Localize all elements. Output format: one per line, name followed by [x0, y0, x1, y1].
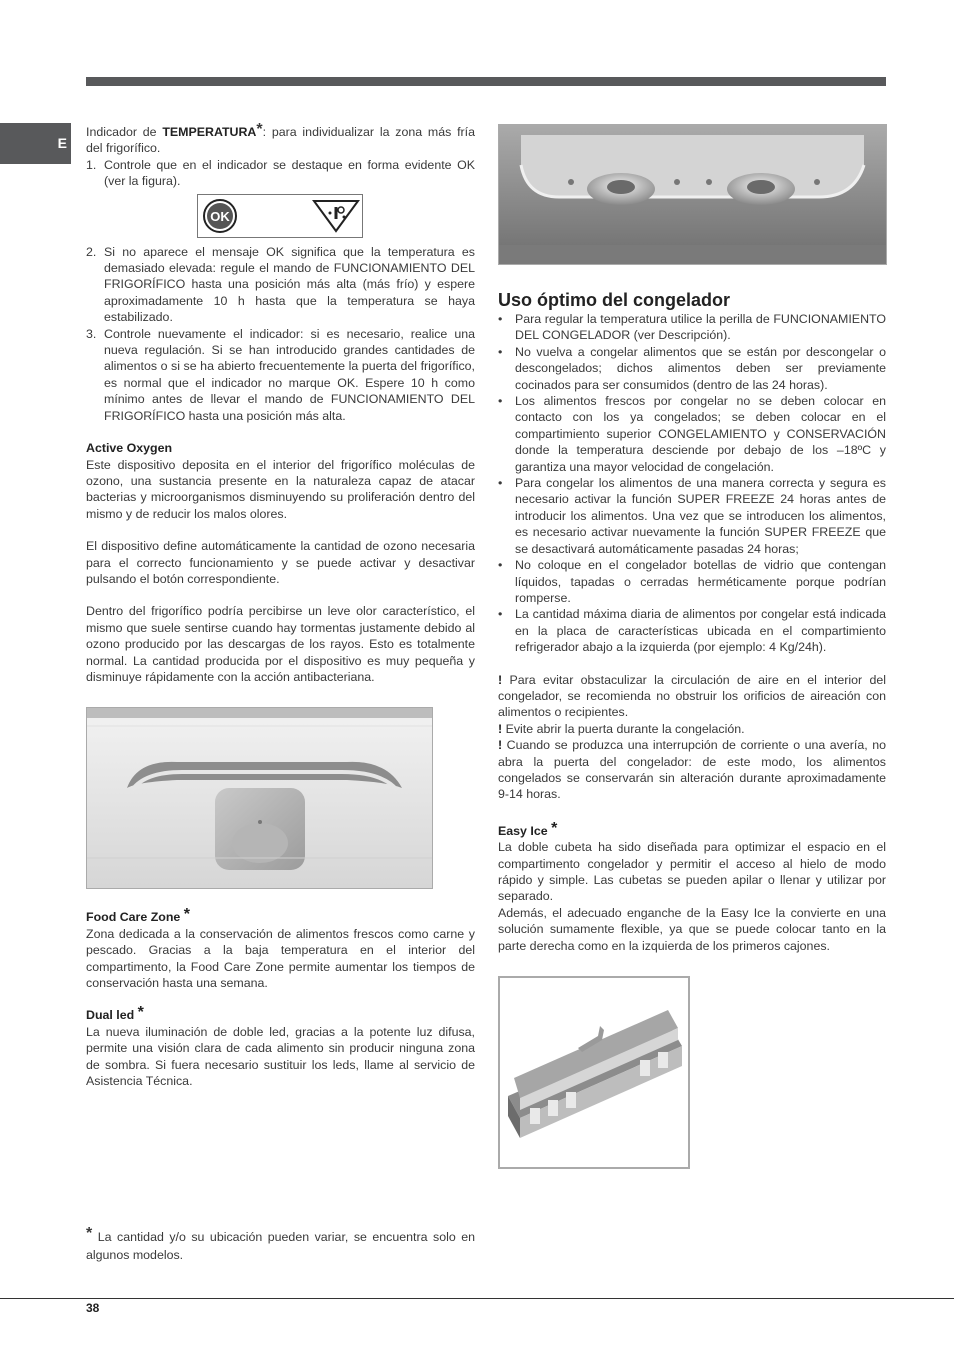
language-label: E — [57, 135, 67, 151]
right-column — [498, 124, 886, 1169]
step-number: 1. — [86, 157, 97, 172]
step-number: 2. — [86, 244, 97, 259]
bullet-item — [498, 311, 886, 344]
freezer-heading: Uso óptimo del congelador — [498, 290, 731, 310]
active-oxygen-paragraph-3: Dentro del frigorífico podría percibirse un leve olor característico, el mismo que suele sentirse cuando hay tormentas justamente debido al ozono producido por las descargas de los rayos. Esto es totalmente normal. La cantidad producida por el dispositivo es muy pequeña y disminuye rápidamente con la acción antibacteriana. — [86, 604, 475, 684]
warning-text: Evite abrir la puerta durante la congelación. — [505, 721, 745, 736]
bullet-mark: • — [498, 558, 503, 573]
warning-text: Para evitar obstaculizar la circulación de aire en el interior del congelador, se recomienda no obstruir los orificios de aireación con alimentos o recipientes. — [498, 672, 886, 720]
step-text: Controle nuevamente el indicador: si es necesario, realice una nueva regulación. Si se han introducido grandes cantidades de alimentos o si se ha abierto frecuentemente la puerta del frigorífico, es normal que el indicador no marque OK. Espere 10 h como mínimo antes de llevar el mando de FUNCIONAMIENTO DEL FRIGORÍFICO hasta una posición más alta. — [104, 326, 475, 423]
bullet-item — [498, 475, 886, 557]
step-text: Si no aparece el mensaje OK significa que la temperatura es demasiado elevada: regule el mando de FUNCIONAMIENTO DEL FRIGORÍFICO hasta una posición más alta (más frío) y espere aproximadamente 10 h hasta que la temperatura se haya estabilizado. — [104, 244, 475, 325]
warning-2 — [498, 721, 886, 737]
bullet-item — [498, 344, 886, 393]
language-tab — [0, 123, 71, 164]
bullet-text: No coloque en el congelador botellas de vidrio que contengan líquidos, tapadas o cerradas herméticamente porque podrían romperse. — [515, 558, 886, 605]
food-care-zone-drawing — [87, 708, 432, 888]
asterisk-mark: * — [256, 121, 263, 138]
bullet-item — [498, 393, 886, 475]
active-oxygen-paragraph-2: El dispositivo define automáticamente la cantidad de ozono necesaria para el correcto funcionamiento y se puede activar y desactivar pulsando el botón correspondiente. — [86, 539, 475, 586]
bullet-mark: • — [498, 394, 503, 409]
step-2 — [86, 244, 475, 326]
temperature-intro-prefix: Indicador de — [86, 125, 163, 139]
bullet-text: La cantidad máxima diaria de alimentos por congelar está indicada en la placa de características ubicada en el compartimiento refrigerador abajo a la izquierda (por ejemplo: 4 Kg/24h). — [515, 607, 886, 655]
step-text: Controle que en el indicador se destaque en forma evidente OK (ver la figura). — [104, 157, 475, 189]
ok-indicator-icon — [198, 195, 362, 237]
header-bar — [86, 77, 886, 86]
food-care-zone-image — [86, 707, 433, 889]
ok-label: OK — [210, 208, 230, 224]
left-column — [86, 121, 475, 1089]
freezer-lights-image — [498, 124, 887, 265]
food-care-zone-text: Zona dedicada a la conservación de alimentos frescos como carne y pescado. Gracias a la baja temperatura en el interior del compartimento, la Food Care Zone permite aumentar los tiempos de conservación hasta una semana. — [86, 926, 475, 990]
asterisk-mark: * — [551, 819, 558, 837]
food-care-zone-title — [86, 906, 475, 925]
warning-mark: ! — [498, 738, 503, 753]
bullet-text: Para congelar los alimentos de una manera correcta y segura es necesario activar la función SUPER FREEZE 24 horas antes de introducir los alimentos. Una vez que se introducen los alimentos, es necesario activar nuevamente la función SUPER FREEZE que se desactivará automáticamente pasadas 24 horas; — [515, 476, 886, 556]
footnote-text: La cantidad y/o su ubicación pueden variar, se encuentra solo en algunos modelos. — [86, 1230, 475, 1262]
page-number: 38 — [86, 1301, 100, 1315]
ok-indicator-figure — [197, 194, 363, 238]
warning-mark: ! — [498, 721, 503, 736]
warning-text: Cuando se produzca una interrupción de corriente o una avería, no abra la puerta del congelador: de este modo, los alimentos congelados se conservarán sin alteración durante aproximadamente 9-14 horas. — [498, 738, 886, 802]
dual-led-text: La nueva iluminación de doble led, gracias a la potente luz difusa, permite una visión clara de cada alimento sin producir ninguna zona de sombra. Si fuera necesario sustituir los leds, llame al servicio de Asistencia Técnica. — [86, 1024, 475, 1089]
footer-rule — [0, 1298, 954, 1299]
bullet-mark: • — [498, 607, 503, 622]
bullet-item — [498, 606, 886, 655]
warning-1 — [498, 672, 886, 721]
dual-led-title-text: Dual led — [86, 1008, 135, 1023]
easy-ice-paragraph-2: Además, el adecuado enganche de la Easy Ice la convierte en una solución sumamente flexible, ya que se puede colocar tanto en la parte derecha como en la izquierda de los primeros cajones. — [498, 905, 886, 953]
bullet-item — [498, 557, 886, 606]
asterisk-mark: * — [86, 1225, 93, 1242]
easy-ice-title — [498, 819, 886, 839]
step-number: 3. — [86, 326, 97, 341]
temperature-intro-suffix: : para individualizar la zona más fría del frigorífico. — [86, 125, 475, 156]
warning-mark: ! — [498, 672, 503, 687]
easy-ice-image — [498, 976, 690, 1169]
warning-3 — [498, 737, 886, 803]
easy-ice-paragraph-1: La doble cubeta ha sido diseñada para optimizar el espacio en el compartimento congelador y permitir el acceso al hielo de modo rápido y simple. Las cubetas se pueden apilar o llenar y utilizar por separado. — [498, 840, 886, 904]
bullet-text: Los alimentos frescos por congelar no se deben colocar en contacto con los ya congelados; se deben colocar en el compartimiento superior CONGELAMIENTO y CONSERVACIÓN donde la temperatura desciende por debajo de los –18ºC y garantiza una mayor velocidad de congelación. — [515, 394, 886, 474]
step-1 — [86, 157, 475, 190]
active-oxygen-paragraph-1: Este dispositivo deposita en el interior del frigorífico moléculas de ozono, una sustancia presente en la naturaleza capaz de atacar bacterias y microorganismos disminuyendo su proliferación dentro del mismo y de reducir los malos olores. — [86, 457, 475, 521]
active-oxygen-title: Active Oxygen — [86, 441, 173, 456]
dual-led-title — [86, 1004, 475, 1023]
easy-ice-title-text: Easy Ice — [498, 823, 548, 838]
step-3 — [86, 326, 475, 424]
bullet-mark: • — [498, 476, 503, 491]
bullet-mark: • — [498, 344, 503, 359]
freezer-lights-drawing — [499, 125, 886, 264]
asterisk-mark: * — [183, 906, 190, 924]
easy-ice-drawing — [500, 978, 688, 1167]
temperature-intro — [86, 121, 475, 157]
temperature-label: TEMPERATURA — [162, 125, 257, 139]
food-care-zone-title-text: Food Care Zone — [86, 910, 181, 925]
bullet-mark: • — [498, 312, 503, 326]
footnote — [86, 1225, 475, 1264]
bullet-text: Para regular la temperatura utilice la perilla de FUNCIONAMIENTO DEL CONGELADOR (ver Descripción). — [515, 312, 886, 343]
bullet-text: No vuelva a congelar alimentos que se están por descongelar o descongelados; dichos alimentos deben ser previamente cocinados para ser consumidos (dentro de las 24 horas). — [515, 344, 886, 392]
asterisk-mark: * — [137, 1004, 144, 1022]
